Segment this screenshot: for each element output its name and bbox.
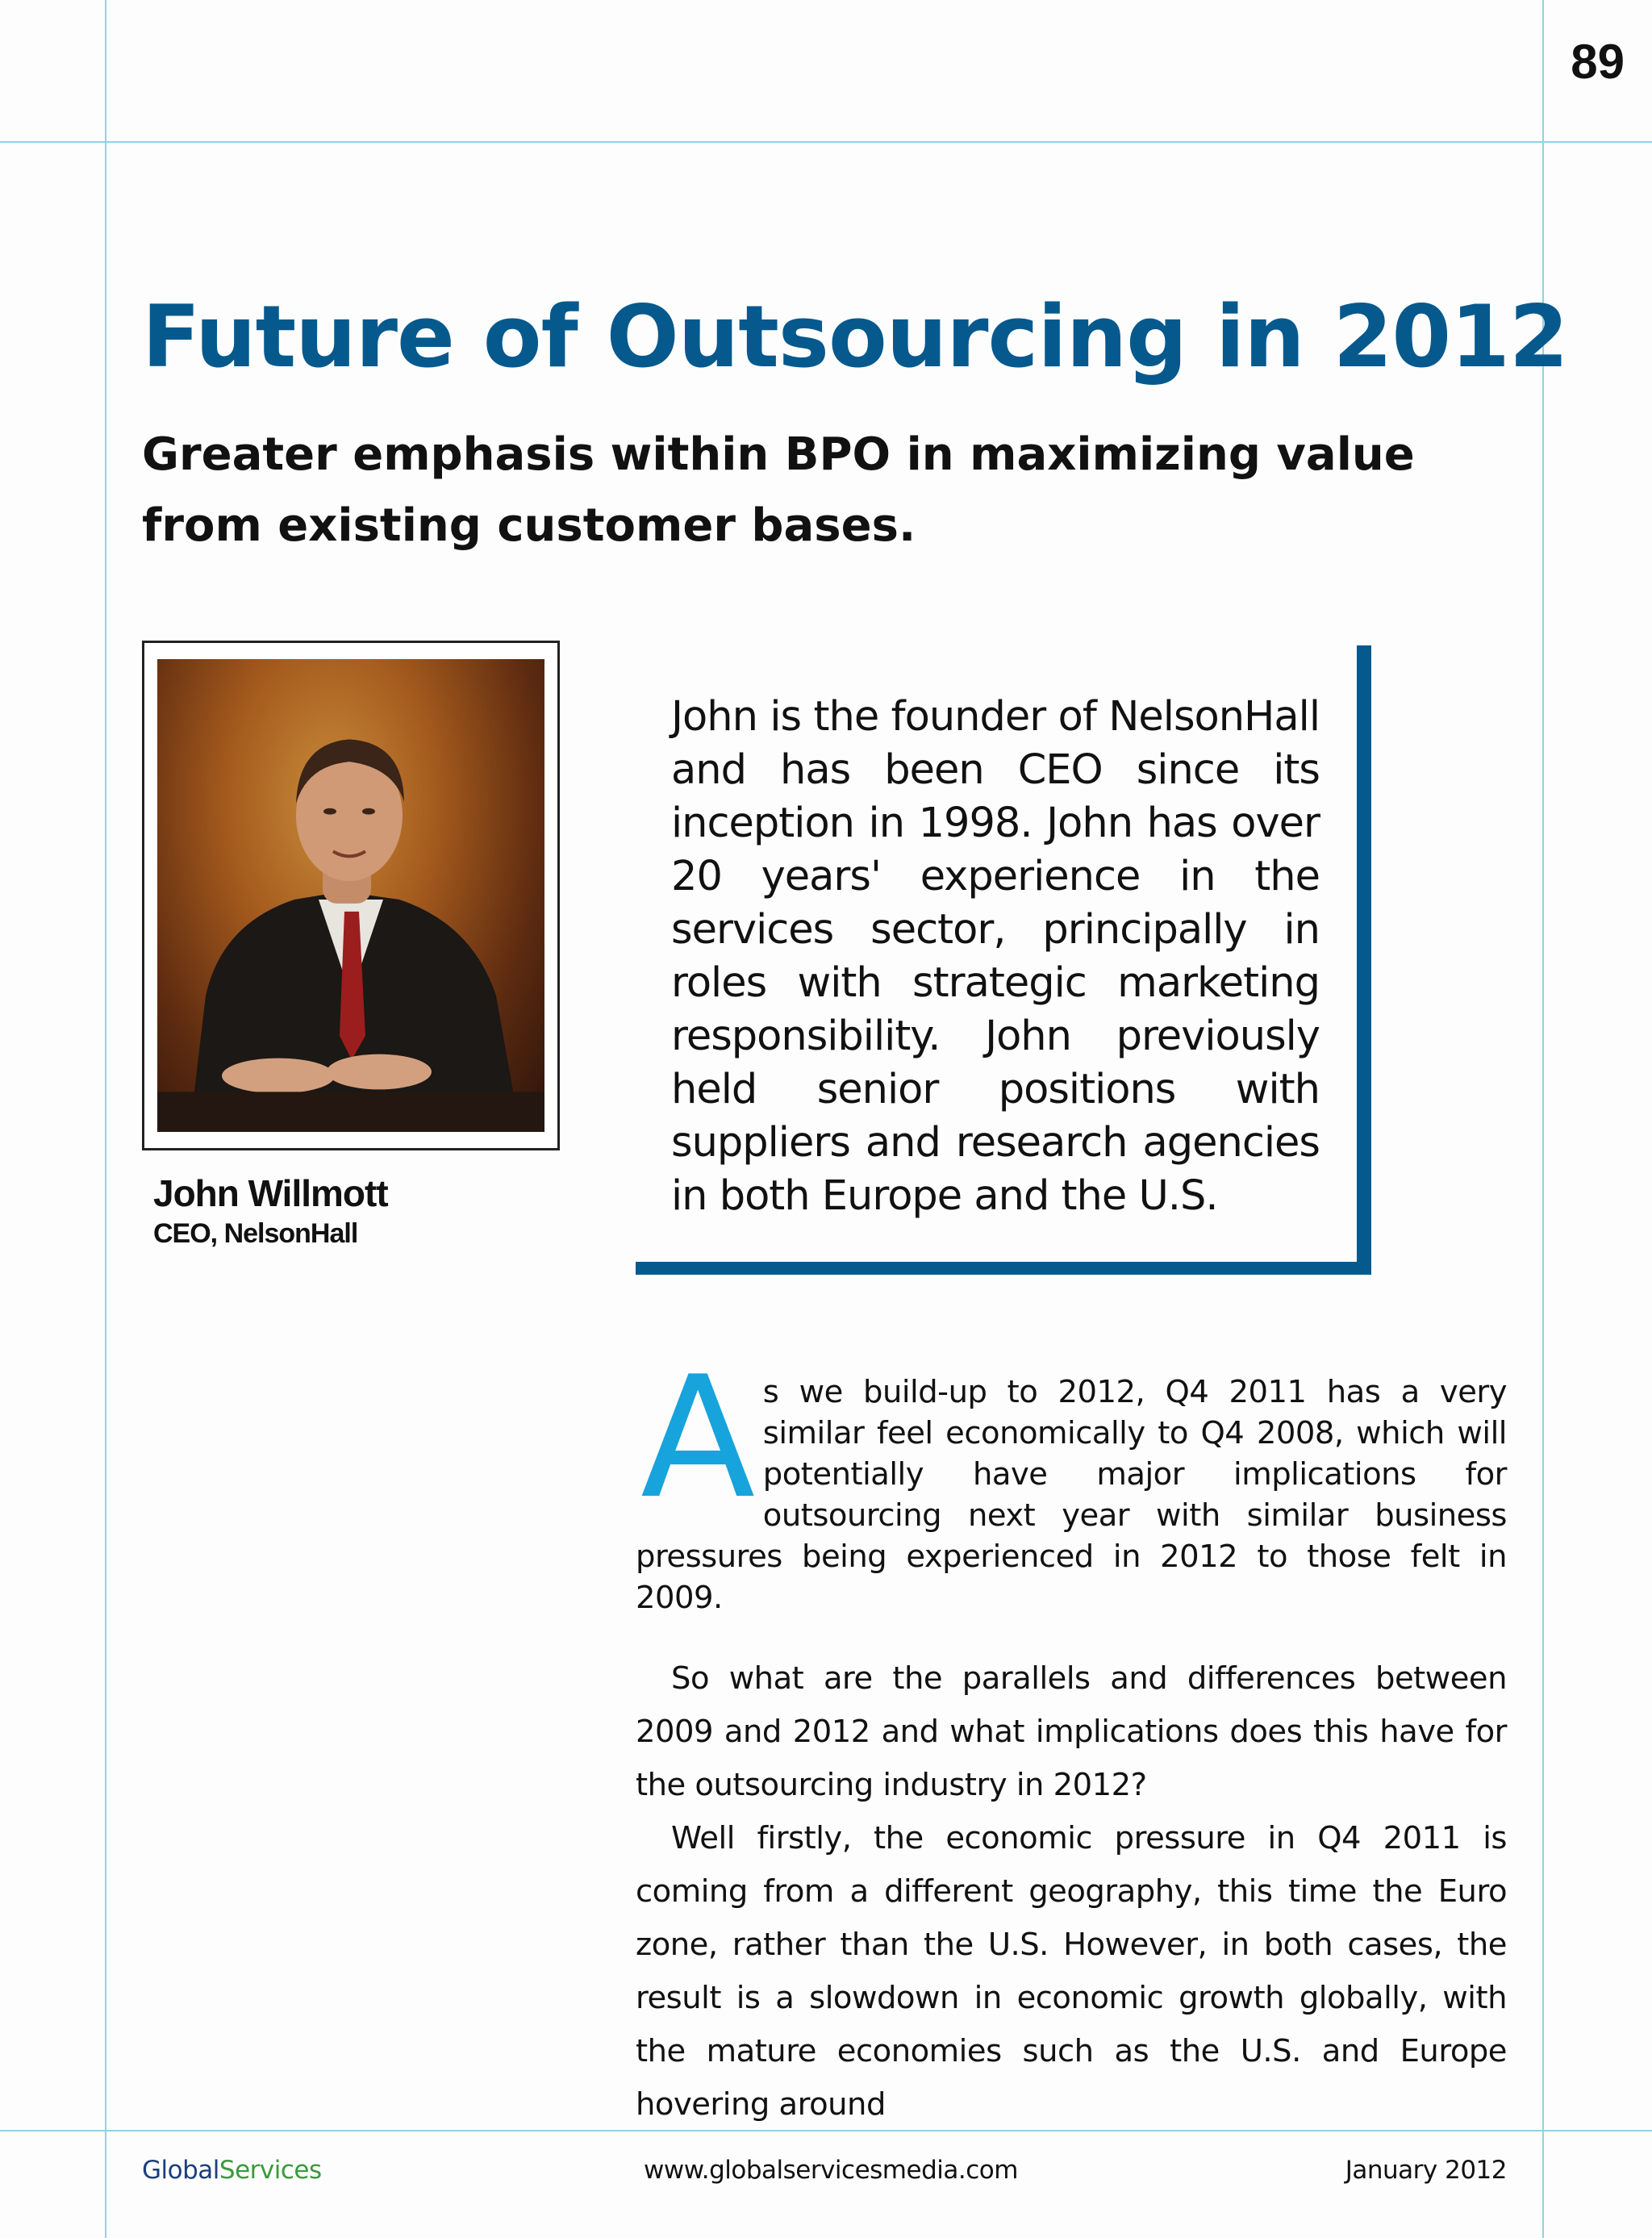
- page-number: 89: [1571, 35, 1625, 89]
- article-subtitle: Greater emphasis within BPO in maximizing value from existing customer bases.: [142, 428, 1415, 552]
- article-body: [636, 1341, 1507, 2132]
- author-bio-box: [636, 645, 1371, 1275]
- article-title: Future of Outsourcing in 2012: [142, 287, 1568, 386]
- author-role: CEO, NelsonHall: [153, 1218, 358, 1249]
- author-bio: John is the founder of NelsonHall and has been CEO since its inception in 1998. John has over 20 years' experience in the services sector, principally in roles with strategic marketing responsibility. John previously held senior positions with suppliers and research agencies in both Europe and the U.S.: [671, 693, 1320, 1220]
- footer-date: January 2012: [1345, 2156, 1507, 2185]
- footer-brand: [142, 2156, 322, 2185]
- author-photo-frame: [142, 641, 560, 1150]
- margin-guide-top: [0, 141, 1652, 143]
- body-paragraph: So what are the parallels and differences between 2009 and 2012 and what implications does this have for the outsourcing industry in 2012?: [636, 1660, 1507, 1803]
- lead-text: s we build-up to 2012, Q4 2011 has a very similar feel economically to Q4 2008, which will potentially have major implications for outsourcing next year with similar business pressures being experienced in 2012 to those felt in 2009.: [636, 1374, 1507, 1616]
- portrait-illustration: [157, 659, 544, 1132]
- author-name: John Willmott: [153, 1172, 388, 1214]
- body-paragraph: Well firstly, the economic pressure in Q4 2011 is coming from a different geography, this time the Euro zone, rather than the U.S. However, in both cases, the result is a slowdown in economic growth globally, with the mature economies such as the U.S. and Europe hovering around: [636, 1820, 1507, 2123]
- footer-brand-global: Global: [142, 2156, 219, 2185]
- lead-paragraph: [636, 1341, 1507, 1618]
- footer-url: www.globalservicesmedia.com: [644, 2156, 1018, 2185]
- footer-brand-services: Services: [219, 2156, 322, 2185]
- author-photo: [157, 659, 544, 1132]
- drop-cap: A: [640, 1341, 755, 1536]
- margin-guide-left: [105, 0, 106, 2238]
